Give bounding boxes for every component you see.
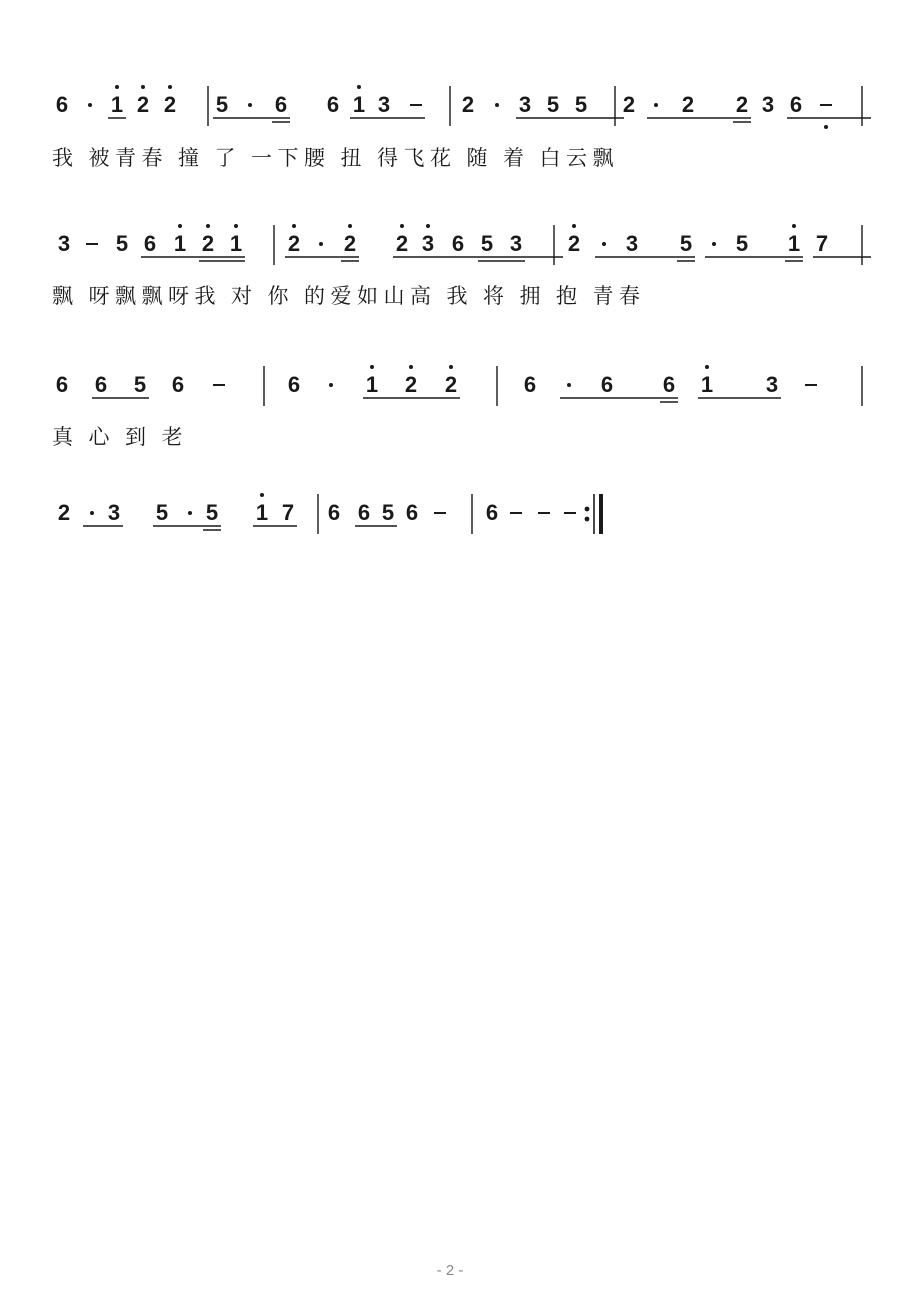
- octave-dot-above: [141, 85, 145, 89]
- note: 1: [700, 372, 714, 397]
- lyric-char: 飞: [403, 146, 425, 170]
- note: 5: [205, 500, 219, 525]
- lyric-char: 得: [377, 146, 398, 170]
- note: 6: [451, 231, 465, 256]
- note: 5: [546, 92, 560, 117]
- lyric-char: 青: [592, 284, 614, 308]
- note: 2: [287, 231, 301, 256]
- note: 6: [274, 92, 288, 117]
- note: 6: [662, 372, 676, 397]
- note: 6: [55, 92, 69, 117]
- lyric-char: 白: [539, 146, 561, 170]
- octave-dot-above: [449, 365, 453, 369]
- lyric-char: 一: [251, 146, 272, 170]
- note: 7: [815, 231, 829, 256]
- page-number: - 2 -: [436, 1262, 464, 1279]
- octave-dot-above: [234, 224, 238, 228]
- lyric-char: 拥: [519, 284, 541, 308]
- lyric-char: 老: [161, 425, 183, 449]
- note: 3: [761, 92, 775, 117]
- lyric-char: 如: [357, 284, 378, 308]
- lyric-char: 青: [115, 146, 136, 170]
- note: 2: [681, 92, 695, 117]
- note: 2: [444, 372, 458, 397]
- note: 2: [201, 231, 215, 256]
- octave-dot-above: [178, 224, 182, 228]
- note: 6: [357, 500, 371, 525]
- note: 2: [395, 231, 409, 256]
- note: 3: [765, 372, 779, 397]
- note: 6: [405, 500, 419, 525]
- note: 7: [281, 500, 295, 525]
- lyric-char: 到: [125, 425, 146, 449]
- note: 5: [574, 92, 588, 117]
- augmentation-dot: [567, 383, 571, 387]
- lyric-char: 抱: [556, 284, 577, 308]
- note: 1: [173, 231, 187, 256]
- lyric-char: 将: [483, 284, 504, 308]
- note: 3: [509, 231, 523, 256]
- lyric-char: 对: [231, 284, 252, 308]
- note: 5: [381, 500, 395, 525]
- note: 2: [404, 372, 418, 397]
- augmentation-dot: [495, 103, 499, 107]
- octave-dot-above: [400, 224, 404, 228]
- octave-dot-above: [292, 224, 296, 228]
- augmentation-dot: [602, 242, 606, 246]
- octave-dot-above: [426, 224, 430, 228]
- lyric-char: 着: [503, 146, 524, 170]
- note: 2: [735, 92, 749, 117]
- note: 5: [735, 231, 749, 256]
- note: 5: [215, 92, 229, 117]
- octave-dot-below: [824, 125, 828, 129]
- note: 6: [55, 372, 69, 397]
- note: 5: [133, 372, 147, 397]
- augmentation-dot: [319, 242, 323, 246]
- note: 2: [461, 92, 475, 117]
- lyric-char: 飘: [115, 284, 136, 308]
- note: 6: [600, 372, 614, 397]
- note: 6: [485, 500, 499, 525]
- note: 5: [480, 231, 494, 256]
- repeat-dot: [585, 517, 590, 522]
- augmentation-dot: [188, 511, 192, 515]
- lyric-char: 的: [304, 284, 325, 308]
- octave-dot-above: [348, 224, 352, 228]
- note: 3: [421, 231, 435, 256]
- note: 6: [789, 92, 803, 117]
- octave-dot-above: [357, 85, 361, 89]
- note: 2: [163, 92, 177, 117]
- octave-dot-above: [572, 224, 576, 228]
- lyric-char: 高: [410, 284, 431, 308]
- octave-dot-above: [168, 85, 172, 89]
- note: 2: [343, 231, 357, 256]
- note: 5: [679, 231, 693, 256]
- lyric-char: 真: [52, 425, 73, 449]
- note: 3: [518, 92, 532, 117]
- lyric-char: 我: [52, 146, 73, 170]
- lyric-char: 下: [277, 146, 299, 170]
- note: 2: [622, 92, 636, 117]
- note: 2: [57, 500, 71, 525]
- lyric-char: 飘: [52, 284, 73, 308]
- lyric-char: 心: [88, 425, 110, 449]
- lyric-char: 花: [430, 146, 451, 170]
- note: 2: [567, 231, 581, 256]
- note: 6: [523, 372, 537, 397]
- lyric-char: 呀: [168, 284, 189, 308]
- note: 1: [787, 231, 801, 256]
- note: 5: [115, 231, 129, 256]
- octave-dot-above: [705, 365, 709, 369]
- lyric-char: 你: [267, 284, 289, 308]
- note: 1: [352, 92, 366, 117]
- lyric-char: 呀: [88, 284, 110, 308]
- lyric-char: 飘: [592, 146, 614, 170]
- lyric-char: 随: [466, 146, 488, 170]
- note: 1: [110, 92, 124, 117]
- repeat-dot: [585, 507, 590, 512]
- octave-dot-above: [792, 224, 796, 228]
- augmentation-dot: [712, 242, 716, 246]
- lyric-char: 春: [619, 284, 640, 308]
- note: 1: [365, 372, 379, 397]
- lyric-char: 我: [446, 284, 468, 308]
- lyric-char: 腰: [304, 146, 325, 170]
- octave-dot-above: [260, 493, 264, 497]
- note: 6: [326, 92, 340, 117]
- note: 6: [143, 231, 157, 256]
- augmentation-dot: [90, 511, 94, 515]
- octave-dot-above: [409, 365, 413, 369]
- octave-dot-above: [370, 365, 374, 369]
- lyric-char: 飘: [141, 284, 163, 308]
- note: 3: [57, 231, 71, 256]
- octave-dot-above: [206, 224, 210, 228]
- note: 3: [625, 231, 639, 256]
- lyric-char: 撞: [178, 146, 199, 170]
- lyric-char: 扭: [340, 146, 362, 170]
- augmentation-dot: [654, 103, 658, 107]
- note: 2: [136, 92, 150, 117]
- note: 5: [155, 500, 169, 525]
- octave-dot-above: [115, 85, 119, 89]
- note: 3: [377, 92, 391, 117]
- lyric-char: 山: [383, 284, 405, 308]
- note: 6: [287, 372, 301, 397]
- note: 6: [171, 372, 185, 397]
- note: 1: [255, 500, 269, 525]
- augmentation-dot: [248, 103, 252, 107]
- lyric-char: 被: [88, 146, 110, 170]
- augmentation-dot: [88, 103, 92, 107]
- note: 3: [107, 500, 121, 525]
- note: 1: [229, 231, 243, 256]
- lyric-char: 爱: [330, 284, 352, 308]
- note: 6: [327, 500, 341, 525]
- lyric-char: 了: [214, 146, 236, 170]
- lyric-char: 云: [566, 146, 587, 170]
- lyric-char: 春: [141, 146, 163, 170]
- augmentation-dot: [329, 383, 333, 387]
- note: 6: [94, 372, 108, 397]
- lyric-char: 我: [194, 284, 216, 308]
